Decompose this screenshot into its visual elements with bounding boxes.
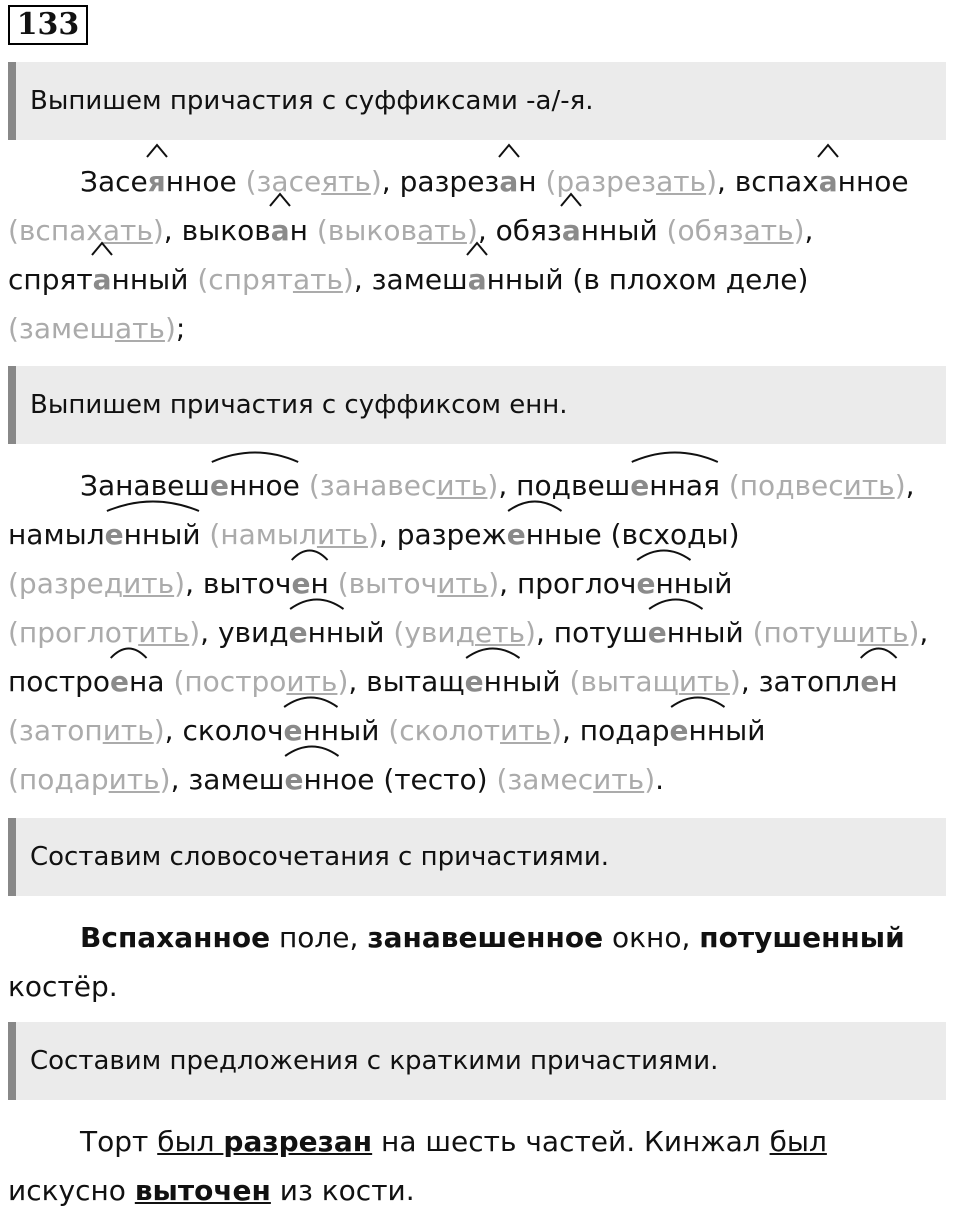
suffix-arc-icon — [507, 498, 563, 512]
section-header-4: Составим предложения с краткими причастиями. — [8, 1022, 946, 1100]
section-header-1: Выпишем причастия с суффиксами -а/-я. — [8, 62, 946, 140]
suffix-arc-icon — [210, 449, 300, 463]
suffix-arc-icon — [110, 645, 147, 659]
accent-icon — [465, 241, 489, 257]
suffix-arc-icon — [105, 498, 201, 512]
paragraph-suffix-a-ya: Засе янное (засеять), разрез ан (разрезать), вспах анное (вспахать), выков ан (выковать), обяз анный (обязать), спрят анный (спрятать), замеш анный (в плохом деле) (замешать); — [8, 157, 948, 353]
accent-icon — [90, 241, 114, 257]
suffix-arc-icon — [648, 596, 704, 610]
suffix-arc-icon — [465, 645, 521, 659]
suffix-arc-icon — [284, 743, 340, 757]
paragraph-suffix-enn: Занавеш енное (занавесить), подвеш енная (подвесить), намыл енный (намылить), разреж енные (всходы) (разредить), выточ ен (выточить), проглоч енный (проглотить), увид енный (увидеть), потуш енный (потушить), постро ена (построить), вытащ енный (вытащить), затопл ен (затопить), сколоч енный (сколотить), подар енный (подарить), замеш енное (тесто) (замесить). — [8, 461, 948, 804]
suffix-arc-icon — [636, 547, 692, 561]
accent-icon — [497, 143, 521, 159]
suffix-arc-icon — [860, 645, 897, 659]
paragraph-sentences: Торт был разрезан на шесть частей. Кинжал был искусно выточен из кости. — [8, 1125, 827, 1207]
suffix-arc-icon — [670, 694, 726, 708]
suffix-arc-icon — [291, 547, 328, 561]
section-header-2: Выпишем причастия с суффиксом енн. — [8, 366, 946, 444]
section-header-3: Составим словосочетания с причастиями. — [8, 818, 946, 896]
paragraph-phrases: Вспаханное поле, занавешенное окно, потушенный костёр. — [8, 921, 905, 1003]
suffix-arc-icon — [630, 449, 720, 463]
accent-mark: я — [148, 157, 166, 206]
accent-icon — [816, 143, 840, 159]
accent-icon — [145, 143, 169, 159]
hint-verb: (засеять) — [245, 165, 382, 198]
suffix-arc-icon — [283, 694, 339, 708]
accent-icon — [268, 192, 292, 208]
suffix-arc-icon — [289, 596, 345, 610]
task-number: 133 — [8, 5, 88, 45]
accent-icon — [559, 192, 583, 208]
